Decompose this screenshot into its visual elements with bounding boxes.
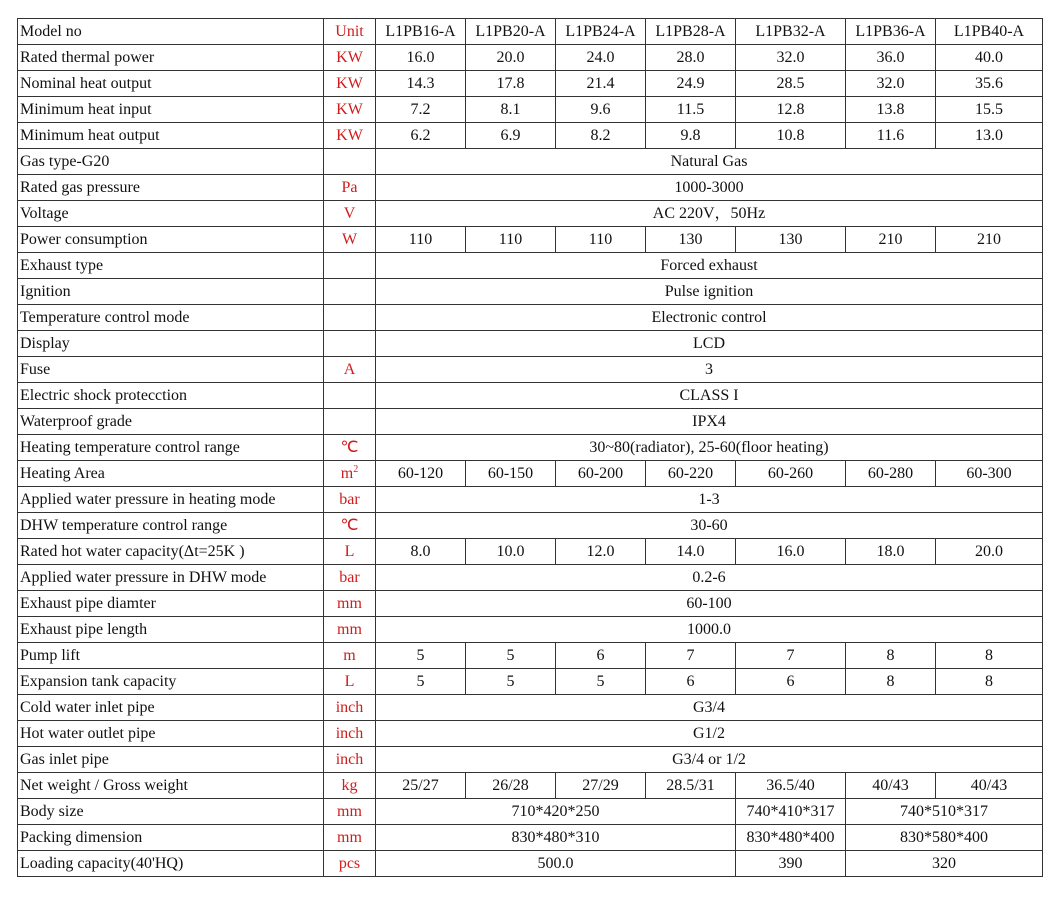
table-row [18,227,1043,253]
row-unit: KW [324,97,376,123]
row-label: Nominal heat output [18,71,324,97]
value-cell: LCD [376,331,1043,357]
row-unit: A [324,357,376,383]
row-unit: inch [324,695,376,721]
header-row [18,19,1043,45]
value-cell: 500.0 [376,851,736,877]
row-unit: pcs [324,851,376,877]
value-cell: 18.0 [846,539,936,565]
value-cell: 12.0 [556,539,646,565]
row-unit: L [324,669,376,695]
row-unit: inch [324,747,376,773]
row-label: Minimum heat output [18,123,324,149]
table-row [18,331,1043,357]
value-cell: 7 [736,643,846,669]
row-label: Electric shock protecction [18,383,324,409]
unit-base: m [340,464,354,482]
value-cell: 60-220 [646,461,736,487]
value-cell: 110 [466,227,556,253]
value-cell: 28.5 [736,71,846,97]
value-cell: 5 [376,643,466,669]
value-cell: 16.0 [376,45,466,71]
table-row [18,461,1043,487]
value-cell: 110 [376,227,466,253]
row-label: Waterproof grade [18,409,324,435]
table-row [18,201,1043,227]
table-row [18,851,1043,877]
value-cell: G1/2 [376,721,1043,747]
value-cell: 13.0 [936,123,1043,149]
value-cell: 1000.0 [376,617,1043,643]
value-cell: 6 [556,643,646,669]
value-cell: G3/4 [376,695,1043,721]
table-row [18,747,1043,773]
value-cell: 15.5 [936,97,1043,123]
value-cell: 8 [936,643,1043,669]
value-cell: 710*420*250 [376,799,736,825]
value-cell: 1-3 [376,487,1043,513]
value-cell: 25/27 [376,773,466,799]
value-cell: 14.0 [646,539,736,565]
row-label: Expansion tank capacity [18,669,324,695]
value-cell: 20.0 [936,539,1043,565]
value-cell: 0.2-6 [376,565,1043,591]
header-model: L1PB24-A [556,19,646,45]
row-unit: m [324,643,376,669]
value-cell: 27/29 [556,773,646,799]
table-row [18,513,1043,539]
value-cell: 60-100 [376,591,1043,617]
value-cell: 11.6 [846,123,936,149]
value-cell: 210 [846,227,936,253]
table-row [18,721,1043,747]
table-row [18,799,1043,825]
row-unit [324,149,376,175]
value-cell: 40/43 [846,773,936,799]
row-label: Rated hot water capacity(Δt=25K ) [18,539,324,565]
header-label: Model no [18,19,324,45]
value-cell: IPX4 [376,409,1043,435]
header-model: L1PB32-A [736,19,846,45]
value-cell: 60-300 [936,461,1043,487]
row-label: Fuse [18,357,324,383]
value-cell: 8.0 [376,539,466,565]
value-cell: 130 [646,227,736,253]
table-row [18,487,1043,513]
value-cell: 6 [646,669,736,695]
table-row [18,45,1043,71]
value-cell: 24.9 [646,71,736,97]
value-cell: 60-260 [736,461,846,487]
value-cell: 110 [556,227,646,253]
value-cell: 35.6 [936,71,1043,97]
value-cell: 390 [736,851,846,877]
header-model: L1PB20-A [466,19,556,45]
row-unit [324,279,376,305]
value-cell: 28.0 [646,45,736,71]
table-row [18,435,1043,461]
row-unit [324,461,376,487]
row-unit: L [324,539,376,565]
table-row [18,409,1043,435]
value-cell: 740*410*317 [736,799,846,825]
table-row [18,695,1043,721]
value-cell: 11.5 [646,97,736,123]
value-cell: 8.1 [466,97,556,123]
row-label: Gas inlet pipe [18,747,324,773]
row-label: Exhaust pipe length [18,617,324,643]
row-label: Packing dimension [18,825,324,851]
value-cell: 10.0 [466,539,556,565]
row-unit [324,409,376,435]
value-cell: 32.0 [736,45,846,71]
value-cell: 17.8 [466,71,556,97]
value-cell: 60-280 [846,461,936,487]
value-cell: 30~80(radiator), 25-60(floor heating) [376,435,1043,461]
table-row [18,669,1043,695]
row-unit: KW [324,45,376,71]
value-cell: 13.8 [846,97,936,123]
value-cell: 12.8 [736,97,846,123]
row-unit [324,305,376,331]
value-cell: 210 [936,227,1043,253]
row-label: Rated gas pressure [18,175,324,201]
spec-table [17,18,1043,877]
value-cell: 28.5/31 [646,773,736,799]
row-label: Body size [18,799,324,825]
value-cell: AC 220V，50Hz [376,201,1043,227]
row-label: Pump lift [18,643,324,669]
row-unit: ℃ [324,513,376,539]
value-cell: 5 [466,643,556,669]
row-label: Display [18,331,324,357]
value-cell: 30-60 [376,513,1043,539]
value-cell: 740*510*317 [846,799,1043,825]
value-cell: 36.5/40 [736,773,846,799]
row-unit: ℃ [324,435,376,461]
row-label: Applied water pressure in heating mode [18,487,324,513]
header-model: L1PB28-A [646,19,736,45]
value-cell: 830*480*310 [376,825,736,851]
row-unit: mm [324,591,376,617]
table-row [18,617,1043,643]
value-cell: 40.0 [936,45,1043,71]
row-label: Heating temperature control range [18,435,324,461]
value-cell: 830*580*400 [846,825,1043,851]
value-cell: Pulse ignition [376,279,1043,305]
row-label: Minimum heat input [18,97,324,123]
row-unit: bar [324,565,376,591]
header-unit: Unit [324,19,376,45]
table-row [18,253,1043,279]
row-label: Gas type-G20 [18,149,324,175]
row-unit: kg [324,773,376,799]
row-label: Voltage [18,201,324,227]
value-cell: 14.3 [376,71,466,97]
value-cell: Electronic control [376,305,1043,331]
value-cell: 36.0 [846,45,936,71]
value-cell: 5 [556,669,646,695]
row-label: Cold water inlet pipe [18,695,324,721]
value-cell: 1000-3000 [376,175,1043,201]
table-row [18,773,1043,799]
table-row [18,97,1043,123]
row-label: Temperature control mode [18,305,324,331]
value-cell: CLASS I [376,383,1043,409]
value-cell: 24.0 [556,45,646,71]
table-row [18,357,1043,383]
table-row [18,643,1043,669]
value-cell: Natural Gas [376,149,1043,175]
row-label: Applied water pressure in DHW mode [18,565,324,591]
row-unit: mm [324,799,376,825]
row-label: Net weight / Gross weight [18,773,324,799]
value-cell: 320 [846,851,1043,877]
value-cell: G3/4 or 1/2 [376,747,1043,773]
value-cell: 7.2 [376,97,466,123]
value-cell: 9.8 [646,123,736,149]
value-cell: 830*480*400 [736,825,846,851]
value-cell: 5 [466,669,556,695]
row-label: Heating Area [18,461,324,487]
row-label: Power consumption [18,227,324,253]
table-row [18,71,1043,97]
value-cell: 6.2 [376,123,466,149]
header-model: L1PB36-A [846,19,936,45]
value-cell: 8 [846,669,936,695]
row-unit [324,253,376,279]
value-cell: 3 [376,357,1043,383]
table-row [18,305,1043,331]
value-cell: 21.4 [556,71,646,97]
table-row [18,149,1043,175]
spec-table-body [18,19,1043,877]
row-label: Rated thermal power [18,45,324,71]
value-cell: 9.6 [556,97,646,123]
table-row [18,565,1043,591]
row-unit: W [324,227,376,253]
row-unit [324,331,376,357]
table-row [18,825,1043,851]
table-row [18,175,1043,201]
row-unit: mm [324,617,376,643]
row-unit [324,383,376,409]
table-row [18,383,1043,409]
value-cell: 60-200 [556,461,646,487]
value-cell: 26/28 [466,773,556,799]
value-cell: 40/43 [936,773,1043,799]
value-cell: 6.9 [466,123,556,149]
table-row [18,591,1043,617]
value-cell: 60-120 [376,461,466,487]
value-cell: 60-150 [466,461,556,487]
value-cell: 10.8 [736,123,846,149]
value-cell: 20.0 [466,45,556,71]
value-cell: Forced exhaust [376,253,1043,279]
row-unit: KW [324,71,376,97]
row-label: Loading capacity(40'HQ) [18,851,324,877]
value-cell: 5 [376,669,466,695]
row-unit: Pa [324,175,376,201]
value-cell: 8 [936,669,1043,695]
unit-superscript: 2 [353,463,359,475]
value-cell: 32.0 [846,71,936,97]
row-label: DHW temperature control range [18,513,324,539]
header-model: L1PB16-A [376,19,466,45]
value-cell: 7 [646,643,736,669]
row-label: Exhaust type [18,253,324,279]
row-label: Ignition [18,279,324,305]
table-row [18,279,1043,305]
row-unit: mm [324,825,376,851]
row-unit: inch [324,721,376,747]
header-model: L1PB40-A [936,19,1043,45]
value-cell: 130 [736,227,846,253]
row-unit: V [324,201,376,227]
row-label: Exhaust pipe diamter [18,591,324,617]
table-row [18,539,1043,565]
value-cell: 6 [736,669,846,695]
row-label: Hot water outlet pipe [18,721,324,747]
table-row [18,123,1043,149]
row-unit: bar [324,487,376,513]
value-cell: 8 [846,643,936,669]
value-cell: 8.2 [556,123,646,149]
row-unit: KW [324,123,376,149]
value-cell: 16.0 [736,539,846,565]
